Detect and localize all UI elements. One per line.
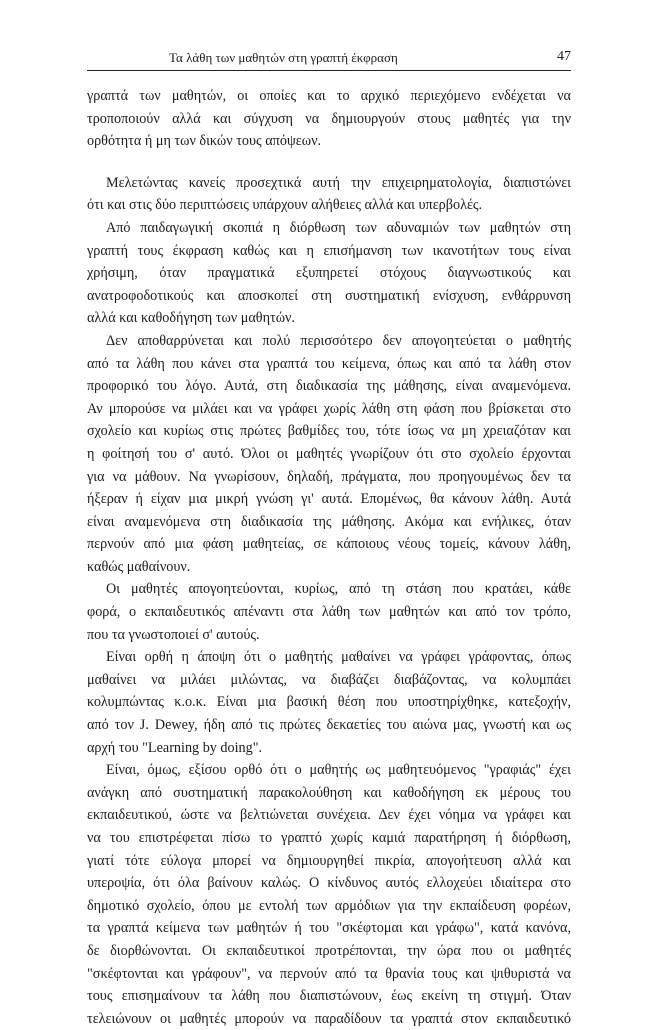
text-line: ανάγκη από συστηματική παρακολούθηση και καθοδήγηση εκ μέρους του <box>87 784 571 801</box>
text-line: μαθαίνει να μιλάει μιλώντας, να διαβάζει διαβάζοντας, να κολυμπάει <box>87 671 571 688</box>
text-line: χρήσιμη, όταν πραγματικά εξυπηρετεί στόχους διαγνωστικούς και <box>87 265 571 282</box>
text-line: δημοτικό σχολείο, όπου με εντολή των αρμόδιων για την εκπαίδευση φορέων, <box>87 897 571 914</box>
text-line: σχολείο και κυρίως στις πρώτες βαθμίδες του, τότε ίσως να μη χρειαζόταν και <box>87 423 571 440</box>
text-line: "σκέφτονται και γράφουν", να περνούν από τα θρανία τους και ψιθυριστά να <box>87 965 571 982</box>
text-line: Είναι, όμως, εξίσου ορθό ότι ο μαθητής ως μαθητευόμενος "γραφιάς" έχει <box>106 762 571 779</box>
text-line: από τον J. Dewey, ήδη από τις πρώτες δεκαετίες του αιώνα μας, γνωστή και ως <box>87 717 571 734</box>
text-line: γραπτά των μαθητών, οι οποίες και το αρχικό περιεχόμενο ενδέχεται να <box>87 88 571 104</box>
text-line: Είναι ορθή η άποψη ότι ο μαθητής μαθαίνει να γράφει γράφοντας, όπως <box>106 649 571 666</box>
text-line: είναι αναμενόμενα στη διαδικασία της μάθησης. Ακόμα και ενήλικες, όταν <box>87 513 571 530</box>
text-line: περνούν από μια φάση μαθητείας, σε κάποιους νέους τομείς, κάνουν λάθη, <box>87 536 571 553</box>
text-line: καθώς μαθαίνουν. <box>87 558 191 575</box>
text-line: Από παιδαγωγική σκοπιά η διόρθωση των αδυναμιών των μαθητών στη <box>106 219 571 236</box>
header-rule <box>87 70 571 71</box>
text-line: γραπτή τους έκφραση καθώς και η επισήμανση των ικανοτήτων τους είναι <box>87 242 571 259</box>
text-line: εκπαιδευτικού, ώστε να βελτιώνεται συνέχεια. Δεν έχει νόημα να γράφει και <box>87 807 571 824</box>
text-line: για να μάθουν. Να γνωρίσουν, δηλαδή, πράγματα, που προηγουμένως δεν τα <box>87 468 571 485</box>
text-line: Αν μπορούσε να μιλάει και να γράφει χωρίς λάθη στη φάση που βρίσκεται στο <box>87 400 571 417</box>
text-line: να του επιστρέφεται πίσω το γραπτό χωρίς καμιά παρατήρηση ή διόρθωση, <box>87 830 571 846</box>
text-line: γιατί τότε εύλογα μπορεί να δημιουργηθεί πικρία, απογοήτευση αλλά και <box>87 852 571 869</box>
text-line: προφορικό του λόγο. Αυτά, στη διαδικασία της μάθησης, είναι αναμενόμενα. <box>87 378 571 395</box>
text-line: ήξεραν ή είχαν μια μικρή γνώση γι' αυτά. Επομένως, θα κάνουν λάθη. Αυτά <box>87 491 571 508</box>
page-number: 47 <box>557 49 571 64</box>
text-line: ορθότητα ή μη των δικών τους απόψεων. <box>87 133 322 150</box>
text-line: αλλά και καθοδήγηση των μαθητών. <box>87 310 296 327</box>
running-header <box>87 46 571 68</box>
paragraph-gap <box>87 153 571 172</box>
text-line: Μελετώντας κανείς προσεχτικά αυτή την επιχειρηματολογία, διαπιστώνει <box>106 174 571 191</box>
text-line: φορά, ο εκπαιδευτικός απέναντι στα λάθη των μαθητών και από τον τρόπο, <box>87 604 571 621</box>
text-line: τροποποιούν αλλά και σύγχυση να δημιουργούν στους μαθητές για την <box>87 110 571 127</box>
text-line: τα γραπτά κείμενα των μαθητών ή του "σκέφτομαι και γράφω", κατά κανόνα, <box>87 920 571 937</box>
text-line: ότι και στις δύο περιπτώσεις υπάρχουν αλήθειες αλλά και υπερβολές. <box>87 197 483 214</box>
text-line: ανατροφοδοτικούς και αποσκοπεί στη συστηματική ενίσχυση, ενθάρρυνση <box>87 287 571 304</box>
text-line: τους επισημαίνουν τα λάθη που διαπιστώνουν, έως εκείνη τη στιγμή. Όταν <box>87 988 571 1005</box>
text-line: κολυμπώντας κ.ο.κ. Είναι μια βασική θέση που υποστηρίχθηκε, κατεξοχήν, <box>87 694 571 711</box>
text-line: υπεροψία, ότι όλα βαίνουν καλώς. Ο κίνδυνος αυτός ελλοχεύει ιδιαίτερα στο <box>87 875 571 892</box>
text-line: Οι μαθητές απογοητεύονται, κυρίως, από τη στάση που κρατάει, κάθε <box>106 581 571 598</box>
text-line: που τα γνωστοποιεί σ' αυτούς. <box>87 626 260 643</box>
text-line: τελειώνουν οι μαθητές μπορούν να παραδίδουν τα γραπτά στον εκπαιδευτικό <box>87 1010 571 1027</box>
text-line: η φοίτησή του σ' αυτό. Όλοι οι μαθητές γνωρίζουν ότι στο σχολείο έρχονται <box>87 445 571 462</box>
text-line: από τα λάθη που κάνει στα γραπτά του κείμενα, όπως και από τα λάθη στον <box>87 355 571 372</box>
text-line: δε διορθώνονται. Οι εκπαιδευτικοί προτρέπονται, την ώρα που οι μαθητές <box>87 942 571 959</box>
text-line: Δεν αποθαρρύνεται και πολύ περισσότερο δεν απογοητεύεται ο μαθητής <box>106 332 571 349</box>
body-text <box>87 85 571 1030</box>
text-line: αρχή του "Learning by doing". <box>87 739 263 756</box>
running-title: Τα λάθη των μαθητών στη γραπτή έκφραση <box>169 50 398 65</box>
